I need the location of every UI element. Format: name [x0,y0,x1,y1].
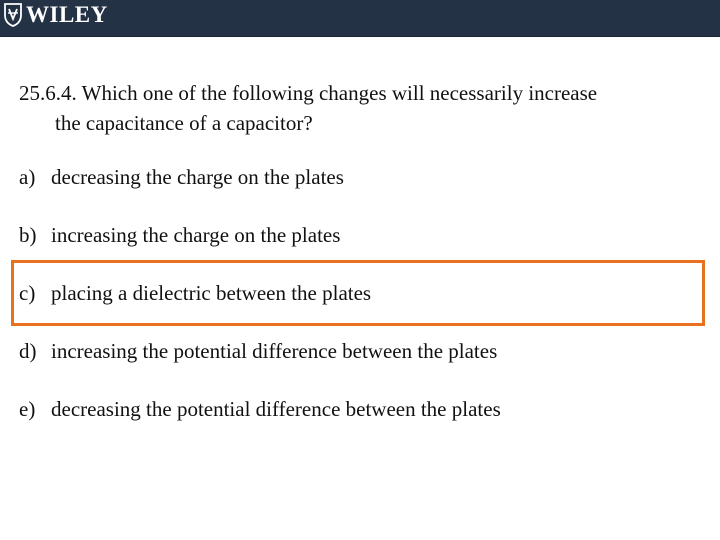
option-letter: c) [19,281,36,305]
option-letter: e) [19,397,36,421]
wiley-logo-icon [2,2,24,28]
option-text: decreasing the potential difference between the plates [51,397,501,421]
option-letter: b) [19,223,37,247]
option-e [19,394,501,424]
header-bar [0,0,720,37]
option-text: increasing the charge on the plates [51,223,341,247]
option-a [19,162,344,192]
question-line-1: 25.6.4. Which one of the following changes will necessarily increase [19,81,598,105]
option-d [19,336,497,366]
question-text [19,78,699,138]
option-text: increasing the potential difference between the plates [51,339,498,363]
option-letter: a) [19,165,36,189]
option-c [19,278,371,308]
question-line-2: the capacitance of a capacitor? [55,111,313,135]
option-b [19,220,340,250]
logo-text: WILEY [26,2,108,27]
option-text: decreasing the charge on the plates [51,165,344,189]
option-text: placing a dielectric between the plates [51,281,372,305]
option-letter: d) [19,339,37,363]
wiley-logo [2,1,108,29]
